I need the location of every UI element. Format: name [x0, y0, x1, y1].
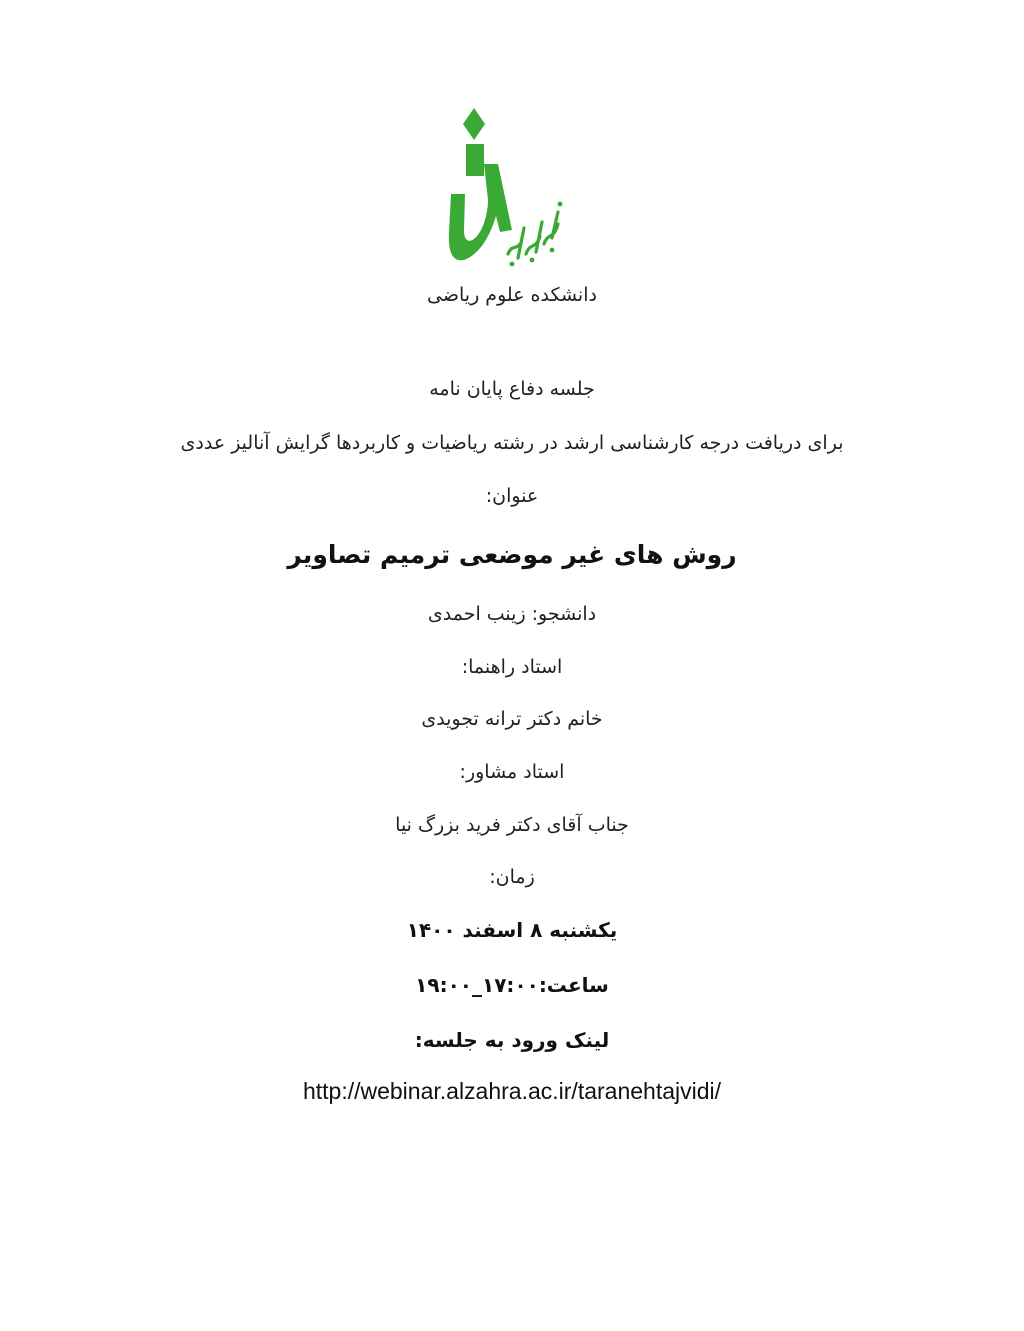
time-label: زمان:	[489, 866, 535, 888]
university-logo-graphic	[440, 104, 570, 274]
session-link[interactable]: http://webinar.alzahra.ac.ir/taranehtajvidi/	[302, 1078, 722, 1104]
advisor-name: جناب آقای دکتر فرید بزرگ نیا	[395, 814, 629, 836]
thesis-title: روش های غیر موضعی ترمیم تصاویر	[287, 540, 737, 569]
student-line: دانشجو: زینب احمدی	[427, 603, 597, 625]
degree-line: برای دریافت درجه کارشناسی ارشد در رشته ریاضیات و کاربردها گرایش آنالیز عددی	[180, 432, 844, 454]
link-label: لینک ورود به جلسه:	[414, 1028, 610, 1052]
event-title: جلسه دفاع پایان نامه	[429, 378, 595, 400]
university-logo	[440, 104, 570, 274]
advisor-label: استاد مشاور:	[459, 761, 565, 783]
session-date: یکشنبه ۸ اسفند ۱۴۰۰	[406, 918, 618, 942]
faculty-name: دانشکده علوم ریاضی	[427, 284, 597, 306]
supervisor-name: خانم دکتر ترانه تجویدی	[421, 708, 603, 730]
supervisor-label: استاد راهنما:	[461, 656, 563, 678]
subject-label: عنوان:	[485, 485, 539, 507]
session-hours: ساعت:۱۷:۰۰_۱۹:۰۰	[415, 973, 609, 997]
